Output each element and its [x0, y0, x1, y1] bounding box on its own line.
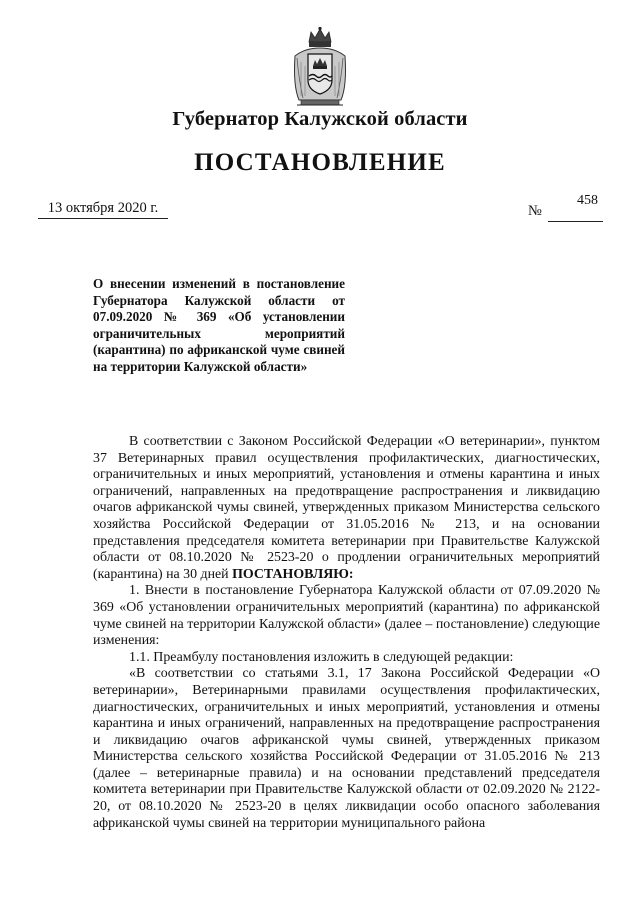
preamble-text: В соответствии с Законом Российской Федерации «О ветеринарии», пунктом 37 Ветеринарных правил осуществления профилактических, диагностических, ограничительных и иных мероприятий, установления и отмены карантина и иных ограничений, направленных на предотвращение распространения и ликвидацию очагов африканской чумы свиней, утвержденных приказом Министерства сельского хозяйства Российской Федерации от 31.05.2016 № 213, и на основании представления председателя комитета ветеринарии при Правительстве Калужской области от 08.10.2020 № 2523-20 о продлении ограничительных мероприятий (карантина) на 30 дней	[93, 434, 600, 582]
document-date: 13 октября 2020 г.	[38, 200, 168, 219]
paragraph-preamble	[93, 434, 600, 583]
paragraph-item-1-1: 1.1. Преамбулу постановления изложить в следующей редакции:	[129, 649, 514, 665]
document-subject: О внесении изменений в постановление Губернатора Калужской области от 07.09.2020 № 369 «Об установлении ограничительных мероприятий (карантина) по африканской чуме свиней на территории Калужской области»	[93, 276, 345, 374]
document-number: 458	[577, 193, 598, 208]
kaluga-coat-of-arms-icon	[289, 26, 351, 110]
paragraph-item-1: 1. Внести в постановление Губернатора Калужской области от 07.09.2020 № 369 «Об установлении ограничительных мероприятий (карантина) по африканской чуме свиней на территории Калужской области» (далее – постановление) следующие изменения:	[93, 583, 600, 649]
paragraph-quoted-preamble: «В соответствии со статьями 3.1, 17 Закона Российской Федерации «О ветеринарии», Ветеринарными правилами осуществления профилактических, диагностических, ограничительных и иных мероприятий, установления и отмены карантина и иных ограничений, направленных на предотвращение распространения и ликвидацию очагов африканской чумы свиней, утвержденных приказом Министерства сельского хозяйства Российской Федерации от 31.05.2016 № 213 (далее – ветеринарные правила) и на основании представлений председателя комитета ветеринарии при Правительстве Калужской области от 02.09.2020 № 2122-20, от 08.10.2020 № 2523-20 в целях ликвидации особо опасного заболевания африканской чумы свиней на территории муниципального района	[93, 666, 600, 831]
document-type-title: ПОСТАНОВЛЕНИЕ	[194, 149, 446, 176]
number-sign: №	[528, 203, 542, 219]
number-underline	[548, 221, 603, 222]
document-body	[93, 434, 600, 832]
resolution-keyword: ПОСТАНОВЛЯЮ:	[232, 566, 354, 582]
issuing-authority: Губернатор Калужской области	[172, 108, 468, 130]
